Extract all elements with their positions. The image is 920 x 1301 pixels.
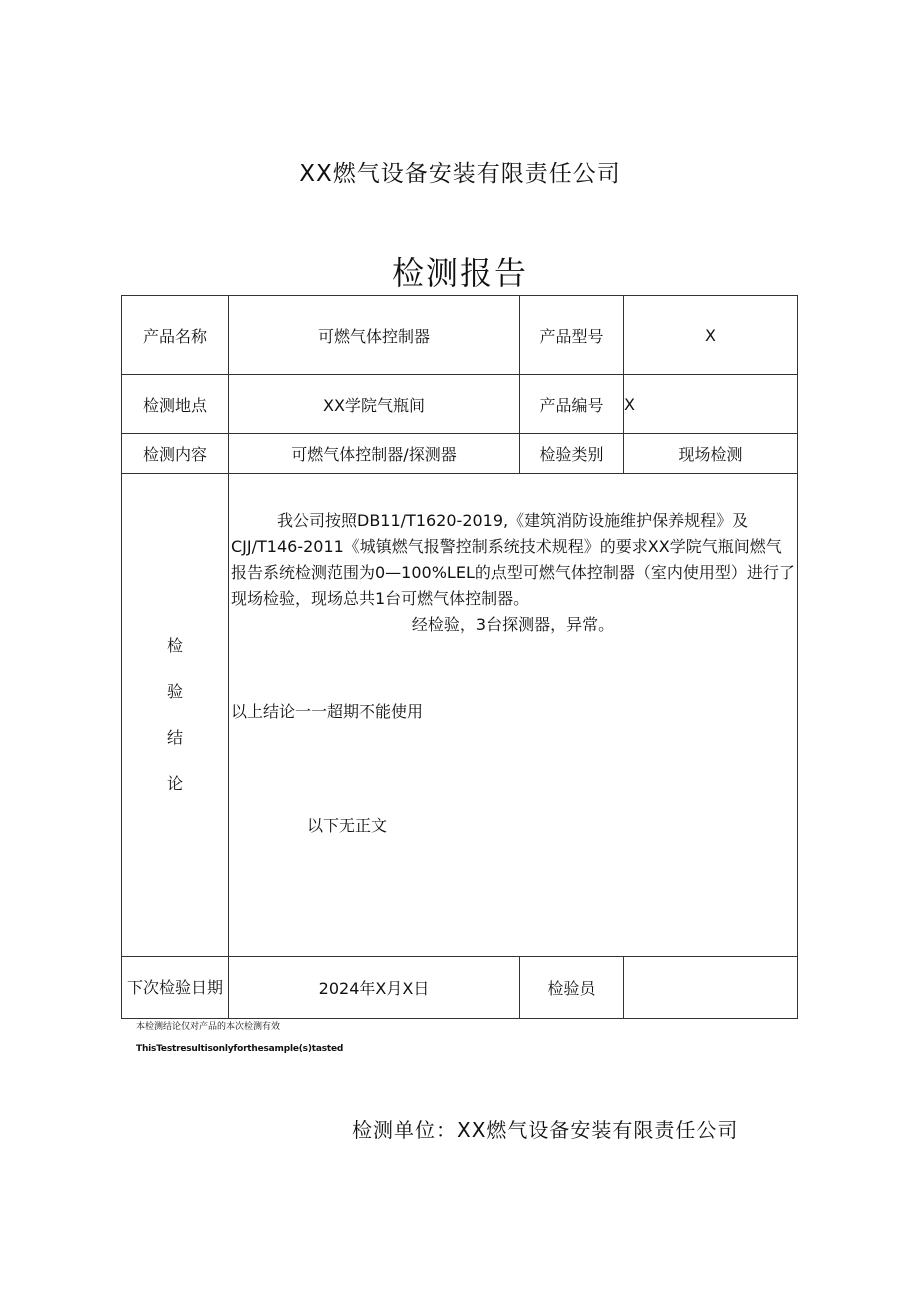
report-table: [121, 295, 798, 1019]
conclusion-label-char: 验: [166, 682, 183, 701]
product-number-label: 产品编号: [520, 375, 624, 434]
report-title: 检测报告: [391, 254, 528, 292]
company-title: XX燃气设备安装有限责任公司: [299, 161, 621, 187]
conclusion-label-char: 结: [166, 728, 183, 747]
conclusion-content: [229, 474, 798, 957]
location-label: 检测地点: [122, 375, 229, 434]
product-model-value: X: [624, 296, 798, 375]
product-name-value: 可燃气体控制器: [229, 296, 520, 375]
conclusion-label: [122, 474, 229, 957]
next-date-value: 2024年X月X日: [229, 957, 520, 1019]
table-row: [122, 957, 798, 1019]
table-row: [122, 434, 798, 474]
location-value: XX学院气瓶间: [229, 375, 520, 434]
conclusion-result: 经检验，3台探测器，异常。: [411, 615, 615, 634]
inspector-label: 检验员: [520, 957, 624, 1019]
category-value: 现场检测: [624, 434, 798, 474]
next-date-label: 下次检验日期: [122, 957, 229, 1019]
category-label: 检验类别: [520, 434, 624, 474]
conclusion-end: 以下无正文: [307, 816, 388, 835]
product-name-label: 产品名称: [122, 296, 229, 375]
conclusion-label-char: 论: [166, 774, 183, 793]
note-en: ThisTestresultisonlyforthesample(s)tasted: [136, 1044, 344, 1054]
inspector-value: [624, 957, 798, 1019]
product-number-value: X: [624, 375, 798, 434]
table-row: [122, 474, 798, 957]
conclusion-summary: 以上结论一一超期不能使用: [231, 702, 424, 721]
note-cn: 本检测结论仅对产品的本次检测有效: [136, 1022, 281, 1032]
content-value: 可燃气体控制器/探测器: [229, 434, 520, 474]
conclusion-paragraph: 我公司按照DB11/T1620-2019,《建筑消防设施维护保养规程》及CJJ/T146-2011《城镇燃气报警控制系统技术规程》的要求XX学院气瓶间燃气报告系统检测范围为0—100%LEL的点型可燃气体控制器（室内使用型）进行了现场检验，现场总共1台可燃气体控制器。: [231, 511, 795, 608]
footer-unit: 检测单位：XX燃气设备安装有限责任公司: [352, 1118, 739, 1142]
conclusion-label-char: 检: [166, 636, 183, 655]
content-label: 检测内容: [122, 434, 229, 474]
table-row: [122, 375, 798, 434]
table-row: [122, 296, 798, 375]
product-model-label: 产品型号: [520, 296, 624, 375]
